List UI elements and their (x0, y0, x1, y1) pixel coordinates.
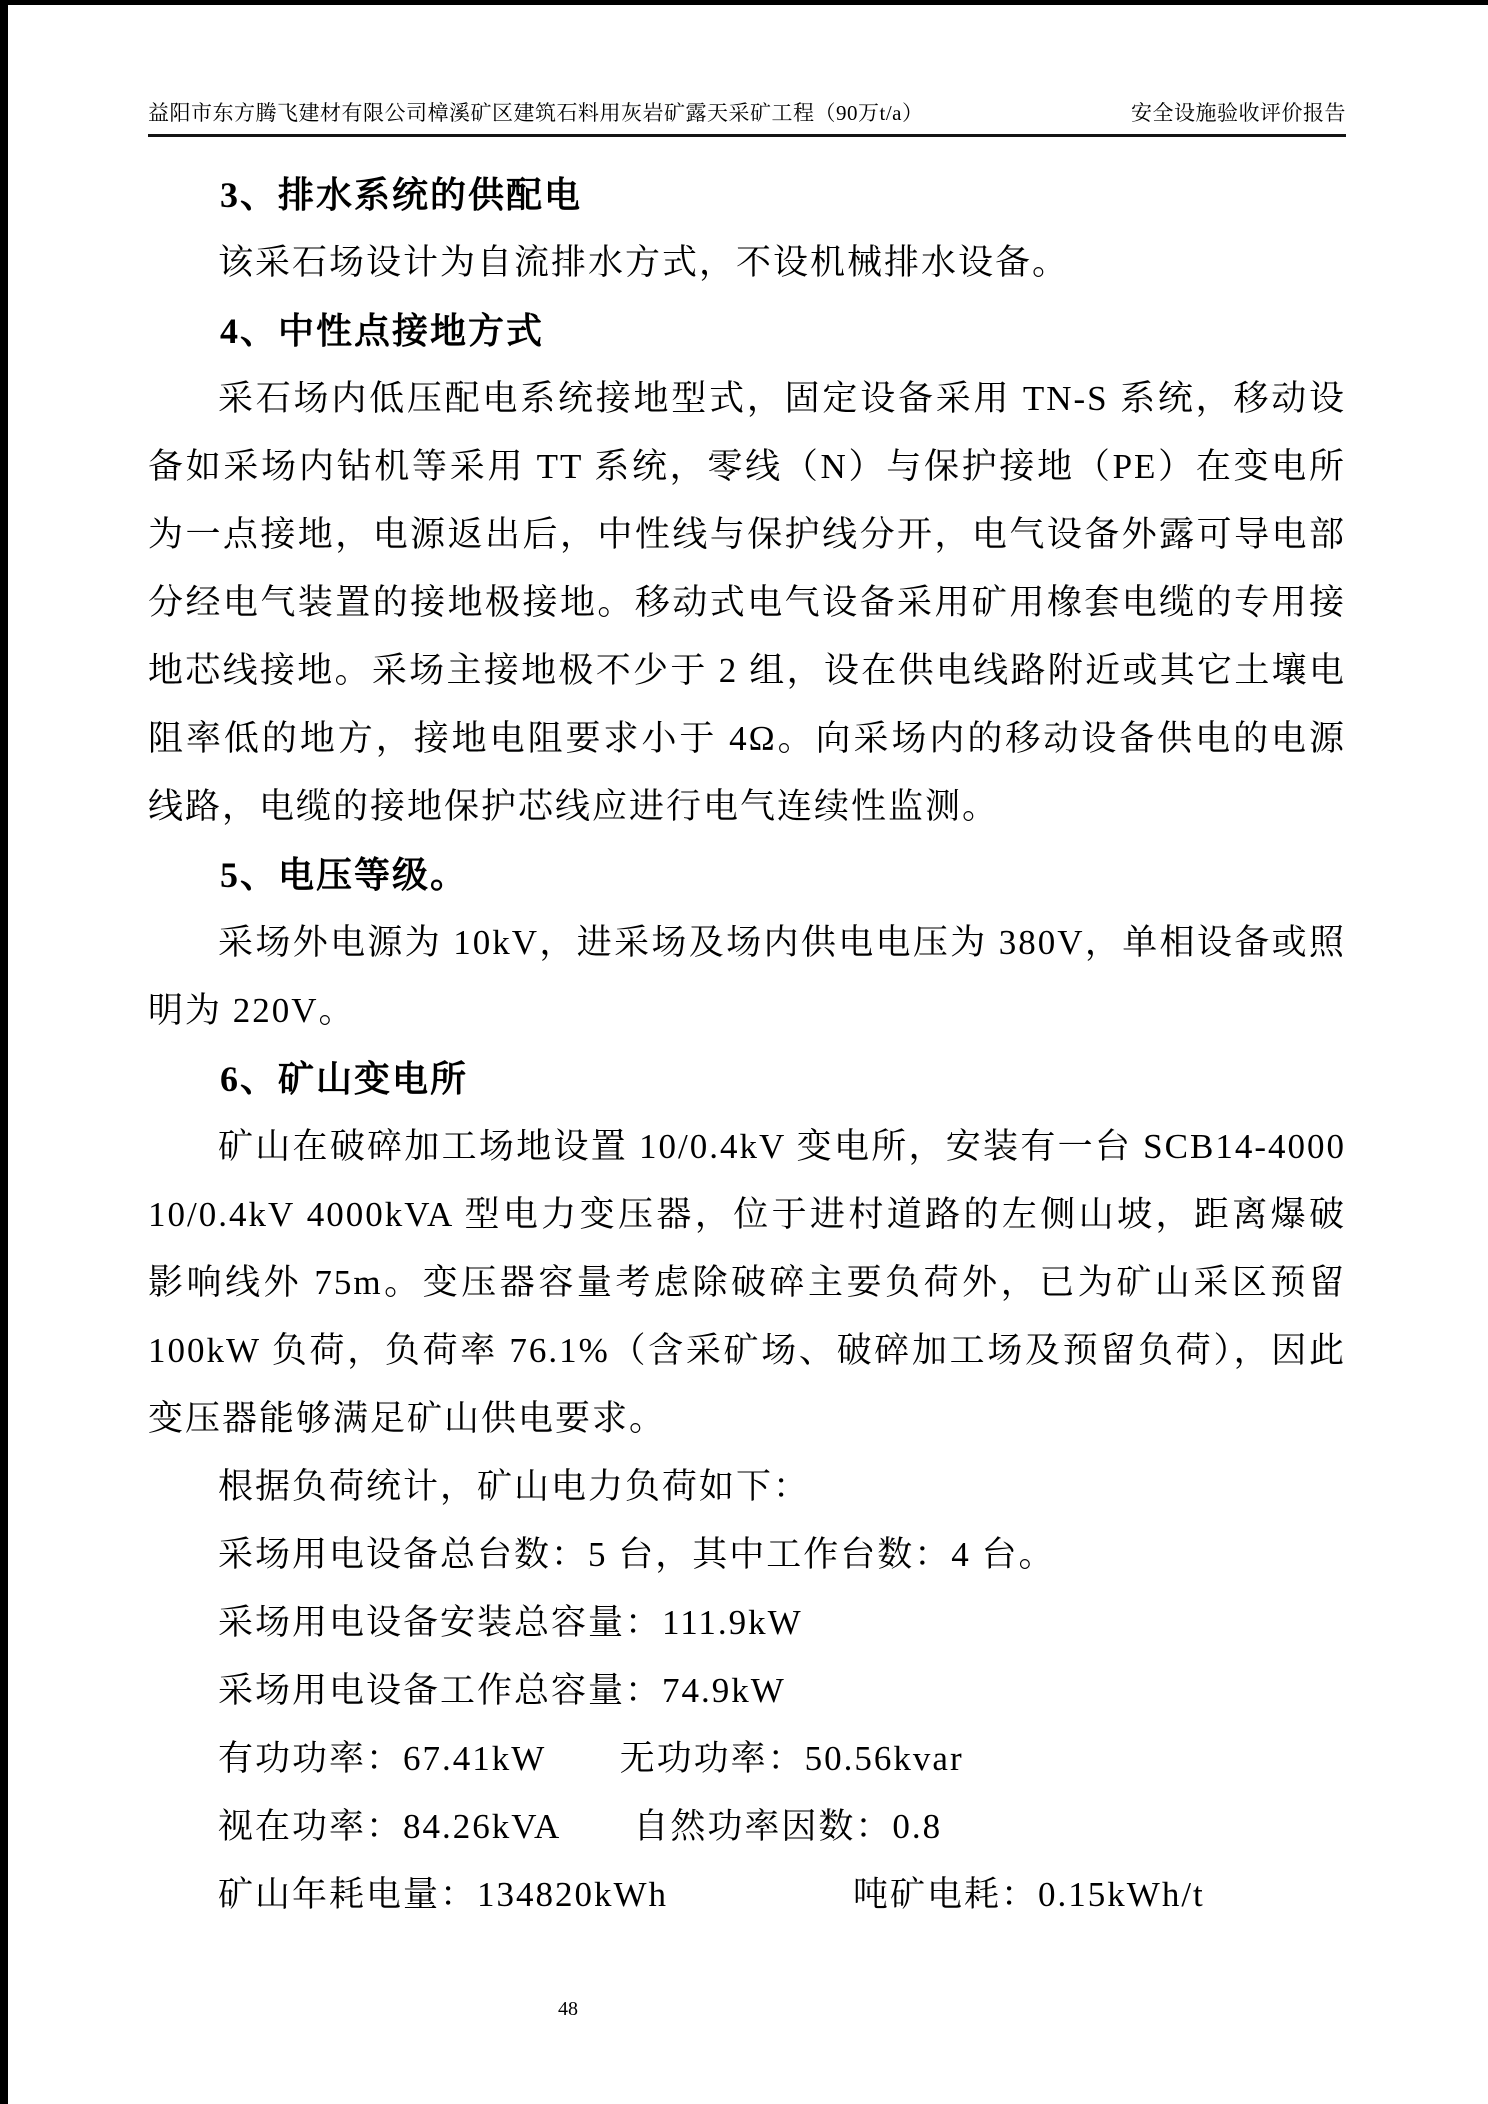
document-body (148, 161, 1346, 1929)
stat-equipment-count: 采场用电设备总台数：5 台，其中工作台数：4 台。 (218, 1535, 1056, 1574)
section-heading-drainage-power: 3、排水系统的供配电 (220, 175, 583, 215)
header-report-title: 安全设施验收评价报告 (1131, 101, 1346, 125)
paragraph-load-intro: 根据负荷统计，矿山电力负荷如下： (218, 1467, 811, 1506)
paragraph-voltage: 采场外电源为 10kV，进采场及场内供电电压为 380V，单相设备或照明为 220V。 (148, 923, 1346, 1030)
stat-installed-capacity: 采场用电设备安装总容量：111.9kW (218, 1603, 803, 1642)
stat-working-capacity: 采场用电设备工作总容量：74.9kW (218, 1671, 786, 1710)
paragraph-drainage: 该采石场设计为自流排水方式，不设机械排水设备。 (218, 243, 1070, 282)
paragraph-grounding: 采石场内低压配电系统接地型式，固定设备采用 TN-S 系统，移动设备如采场内钻机等采用 TT 系统，零线（N）与保护接地（PE）在变电所为一点接地，电源返出后，中性线与保护线分开，电气设备外露可导电部分经电气装置的接地极接地。移动式电气设备采用矿用橡套电缆的专用接地芯线接地。采场主接地极不少于 2 组，设在供电线路附近或其它土壤电阻率低的地方，接地电阻要求小于 4Ω。向采场内的移动设备供电的电源线路，电缆的接地保护芯线应进行电气连续性监测。 (148, 379, 1346, 826)
header-project-title: 益阳市东方腾飞建材有限公司樟溪矿区建筑石料用灰岩矿露天采矿工程（90万t/a） (148, 101, 924, 125)
section-heading-neutral-grounding: 4、中性点接地方式 (220, 311, 545, 351)
stat-apparent-power-factor: 视在功率：84.26kVA 自然功率因数：0.8 (218, 1807, 943, 1846)
page-number: 48 (558, 1998, 578, 2020)
scan-edge-left (0, 0, 8, 2104)
page-header (148, 97, 1346, 137)
paragraph-substation: 矿山在破碎加工场地设置 10/0.4kV 变电所，安装有一台 SCB14-4000 10/0.4kV 4000kVA 型电力变压器，位于进村道路的左侧山坡，距离爆破影响线外 75m。变压器容量考虑除破碎主要负荷外，已为矿山采区预留 100kW 负荷，负荷率 76.1%（含采矿场、破碎加工场及预留负荷），因此变压器能够满足矿山供电要求。 (148, 1127, 1346, 1438)
section-heading-voltage-level: 5、电压等级。 (220, 855, 469, 895)
section-heading-mine-substation: 6、矿山变电所 (220, 1059, 469, 1099)
stat-active-reactive-power: 有功功率：67.41kW 无功功率：50.56kvar (218, 1739, 964, 1778)
stat-annual-consumption: 矿山年耗电量：134820kWh 吨矿电耗：0.15kWh/t (218, 1875, 1205, 1914)
scan-edge-top (0, 0, 1488, 5)
